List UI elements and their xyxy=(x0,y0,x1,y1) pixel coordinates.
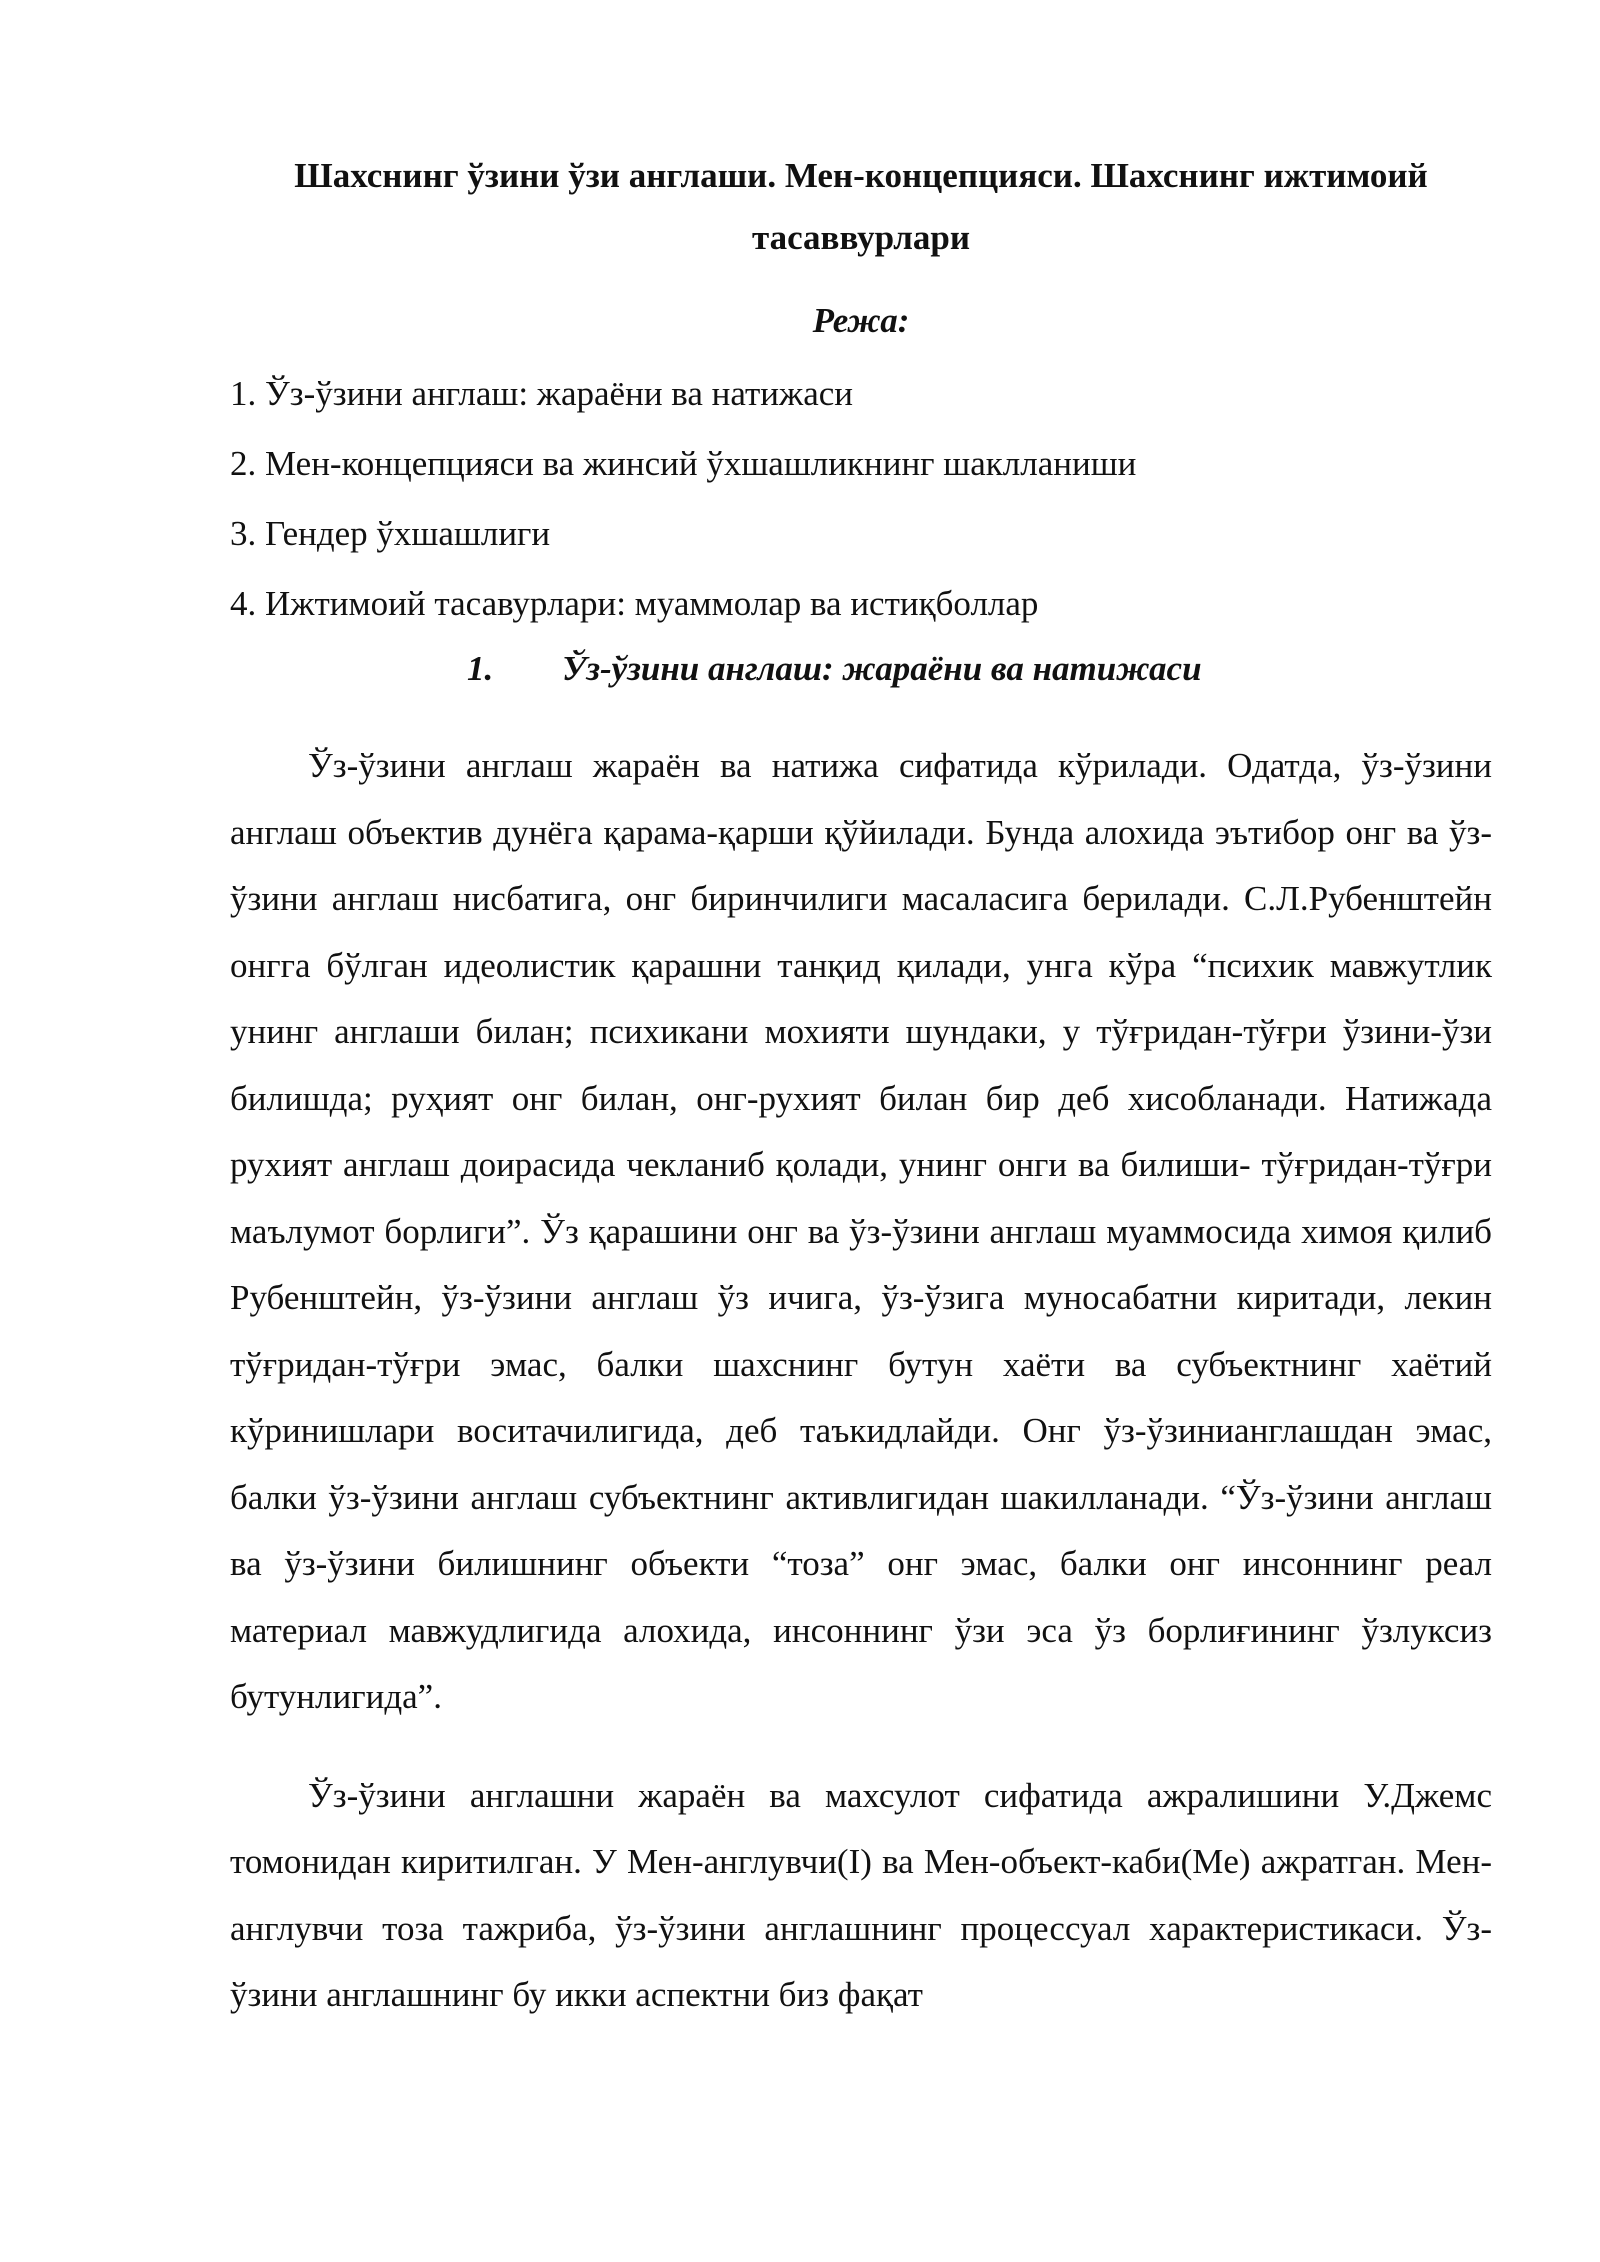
document-page xyxy=(230,145,1492,2029)
section-number: 1. xyxy=(467,649,494,688)
plan-list xyxy=(230,359,1492,639)
body-paragraph: Ўз-ўзини англашни жараён ва махсулот сифатида ажралишини У.Джемс томонидан киритилган. У Мен-англувчи(I) ва Мен-объект-каби(Me) ажратган. Мен-англувчи тоза тажриба, ўз-ўзини англашнинг процессуал характеристикаси. Ўз-ўзини англашнинг бу икки аспектни биз фақат xyxy=(230,1775,1492,2014)
plan-item: 2. Мен-концепцияси ва жинсий ўхшашликнинг шаклланиши xyxy=(230,444,1137,483)
title-line-2: тасаввурлари xyxy=(751,218,971,257)
plan-item: 1. Ўз-ўзини англаш: жараёни ва натижаси xyxy=(230,374,854,413)
document-title xyxy=(230,145,1492,269)
plan-heading: Режа: xyxy=(812,301,910,340)
plan-item: 3. Гендер ўхшашлиги xyxy=(230,514,551,553)
title-line-1: Шахснинг ўзини ўзи англаши. Мен-концепцияси. Шахснинг ижтимоий xyxy=(294,156,1428,195)
section-heading xyxy=(230,639,1492,699)
body-paragraph: Ўз-ўзини англаш жараён ва натижа сифатида кўрилади. Одатда, ўз-ўзини англаш объектив дунёга қарама-қарши қўйилади. Бунда алохида эътибор онг ва ўз-ўзини англаш нисбатига, онг биринчилиги масаласига берилади. С.Л.Рубенштейн онгга бўлган идеолистик қарашни танқид қилади, унга кўра “психик мавжутлик унинг англаши билан; психикани мохияти шундаки, у тўғридан-тўғри ўзини-ўзи билишда; руҳият онг билан, онг-рухият билан бир деб хисобланади. Натижада рухият англаш доирасида чекланиб қолади, унинг онги ва билиши- тўғридан-тўғри маълумот борлиги”. Ўз қарашини онг ва ўз-ўзини англаш муаммосида химоя қилиб Рубенштейн, ўз-ўзини англаш ўз ичига, ўз-ўзига муносабатни киритади, лекин тўғридан-тўғри эмас, балки шахснинг бутун хаёти ва субъектнинг хаётий кўринишлари воситачилигида, деб таъкидлайди. Онг ўз-ўзинианглашдан эмас, балки ўз-ўзини англаш субъектнинг активлигидан шакилланади. “Ўз-ўзини англаш ва ўз-ўзини билишнинг объекти “тоза” онг эмас, балки онг инсоннинг реал материал мавжудлигида алохида, инсоннинг ўзи эса ўз борлиғининг ўзлуксиз бутунлигида”. xyxy=(230,746,1492,1716)
plan-item: 4. Ижтимоий тасавурлари: муаммолар ва истиқболлар xyxy=(230,584,1039,623)
section-title: Ўз-ўзини англаш: жараёни ва натижаси xyxy=(562,649,1202,688)
